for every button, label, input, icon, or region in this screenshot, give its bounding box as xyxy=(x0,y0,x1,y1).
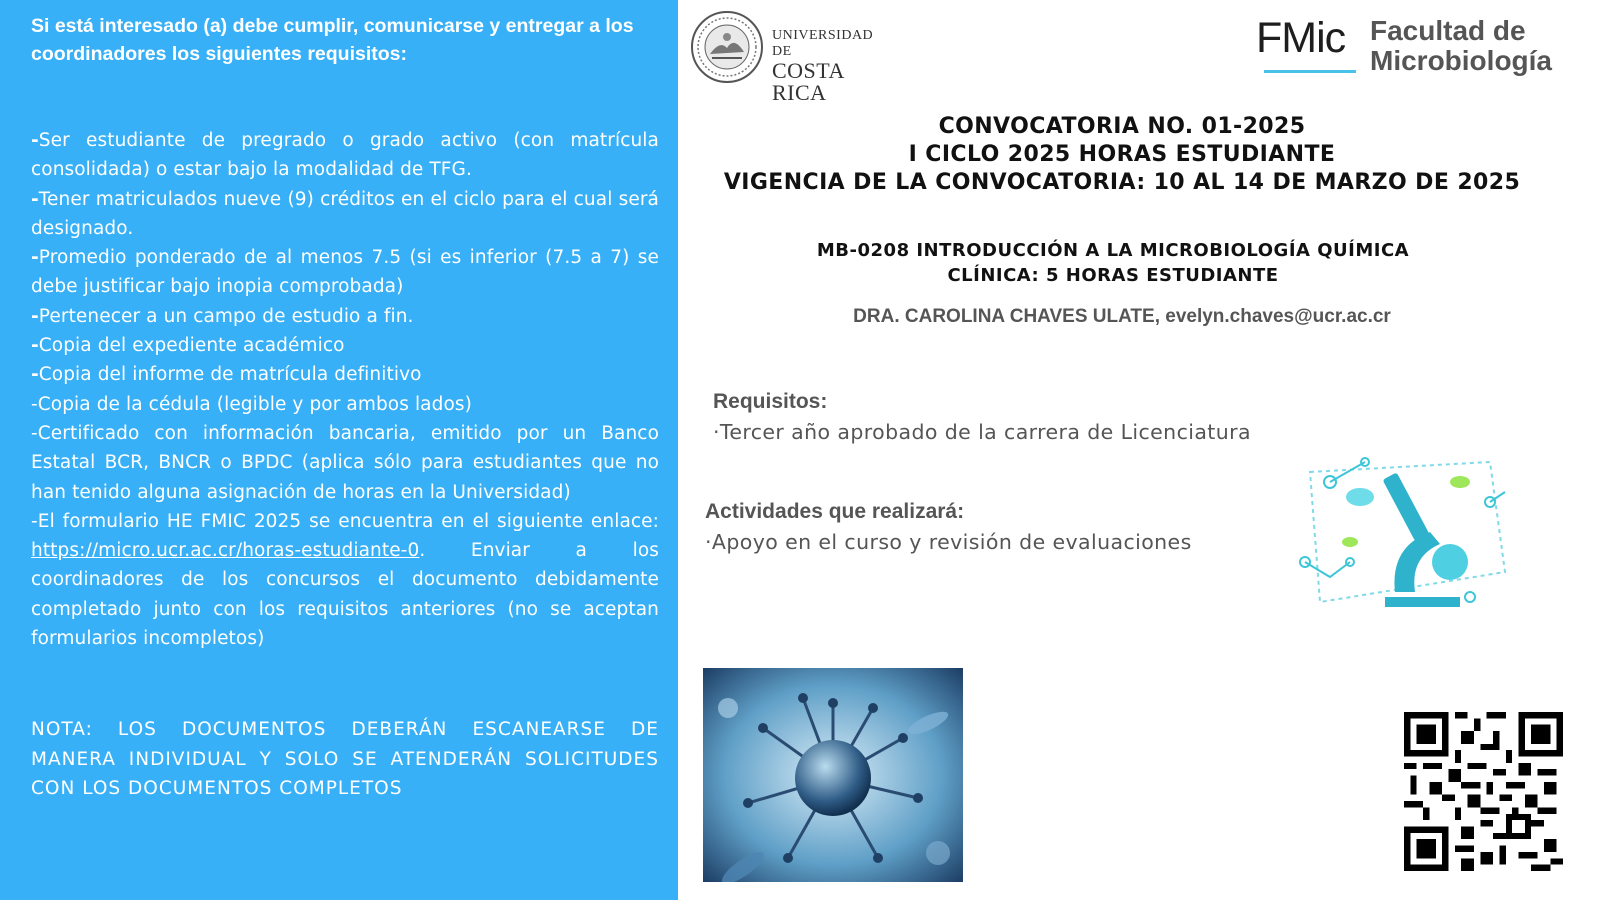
requisitos-item: ·Tercer año aprobado de la carrera de Licenciatura xyxy=(713,420,1251,444)
fmic-mark: FMic xyxy=(1256,14,1346,62)
ucr-logo xyxy=(690,10,890,105)
requirement-item: -Promedio ponderado de al menos 7.5 (si es inferior (7.5 a 7) se debe justificar bajo inopia comprobada) xyxy=(31,247,659,298)
intro-text: Si está interesado (a) debe cumplir, comunicarse y entregar a los coordinadores los siguientes requisitos: xyxy=(31,15,634,65)
ucr-name-line1: UNIVERSIDAD DE xyxy=(772,28,874,59)
form-link[interactable]: https://micro.ucr.ac.cr/horas-estudiante-0 xyxy=(31,540,420,562)
announcement-panel xyxy=(678,0,1600,900)
professor-contact: DRA. CAROLINA CHAVES ULATE, evelyn.chaves@ucr.ac.cr xyxy=(853,306,1391,327)
requisitos-section xyxy=(713,390,1251,444)
fmic-logo xyxy=(1256,10,1586,80)
fmic-underline xyxy=(1264,70,1356,73)
requirements-list xyxy=(31,126,659,653)
virus-photo xyxy=(703,668,963,882)
course-title: MB-0208 INTRODUCCIÓN A LA MICROBIOLOGÍA QUÍMICA CLÍNICA: 5 HORAS ESTUDIANTE xyxy=(816,240,1410,286)
requirement-item: -Copia del informe de matrícula definitivo xyxy=(31,364,422,386)
actividades-item: ·Apoyo en el curso y revisión de evaluaciones xyxy=(705,530,1192,554)
requirement-item: -Copia de la cédula (legible y por ambos lados) xyxy=(31,393,472,415)
requirement-item: -Ser estudiante de pregrado o grado activo (con matrícula consolidada) o estar bajo la modalidad de TFG. xyxy=(31,130,659,181)
qr-code[interactable] xyxy=(1404,712,1563,871)
ucr-seal-icon xyxy=(690,10,764,84)
requirement-item: -Copia del expediente académico xyxy=(31,335,345,357)
title-line: CONVOCATORIA NO. 01-2025 xyxy=(938,114,1306,139)
requirement-item: -Pertenecer a un campo de estudio a fin. xyxy=(31,305,414,327)
requirements-panel xyxy=(0,0,678,900)
requisitos-heading: Requisitos: xyxy=(713,390,828,413)
note-text: NOTA: LOS DOCUMENTOS DEBERÁN ESCANEARSE DE MANERA INDIVIDUAL Y SOLO SE ATENDERÁN SOLICITUDES CON LOS DOCUMENTOS COMPLETOS xyxy=(31,719,659,800)
title-line: I CICLO 2025 HORAS ESTUDIANTE xyxy=(908,142,1336,167)
announcement-title xyxy=(678,113,1566,197)
fmic-faculty-name: Facultad de Microbiología xyxy=(1370,15,1552,76)
form-requirement-item: -El formulario HE FMIC 2025 se encuentra en el siguiente enlace: https://micro.ucr.ac.cr/horas-estudiante-0. Enviar a los coordinadores de los concursos el documento debidamente completado junto con los requisitos anteriores (no se aceptan formularios incompletos) xyxy=(31,510,659,650)
microscope-illustration-icon xyxy=(1290,452,1520,617)
actividades-heading: Actividades que realizará: xyxy=(705,500,965,523)
requirement-item: -Certificado con información bancaria, emitido por un Banco Estatal BCR, BNCR o BPDC (aplica sólo para estudiantes que no han tenido alguna asignación de horas en la Universidad) xyxy=(31,422,659,503)
ucr-name-line2: COSTA RICA xyxy=(772,58,844,105)
title-line: VIGENCIA DE LA CONVOCATORIA: 10 AL 14 DE MARZO DE 2025 xyxy=(723,170,1521,195)
actividades-section xyxy=(705,500,1192,554)
requirement-item: -Tener matriculados nueve (9) créditos en el ciclo para el cual será designado. xyxy=(31,188,659,239)
